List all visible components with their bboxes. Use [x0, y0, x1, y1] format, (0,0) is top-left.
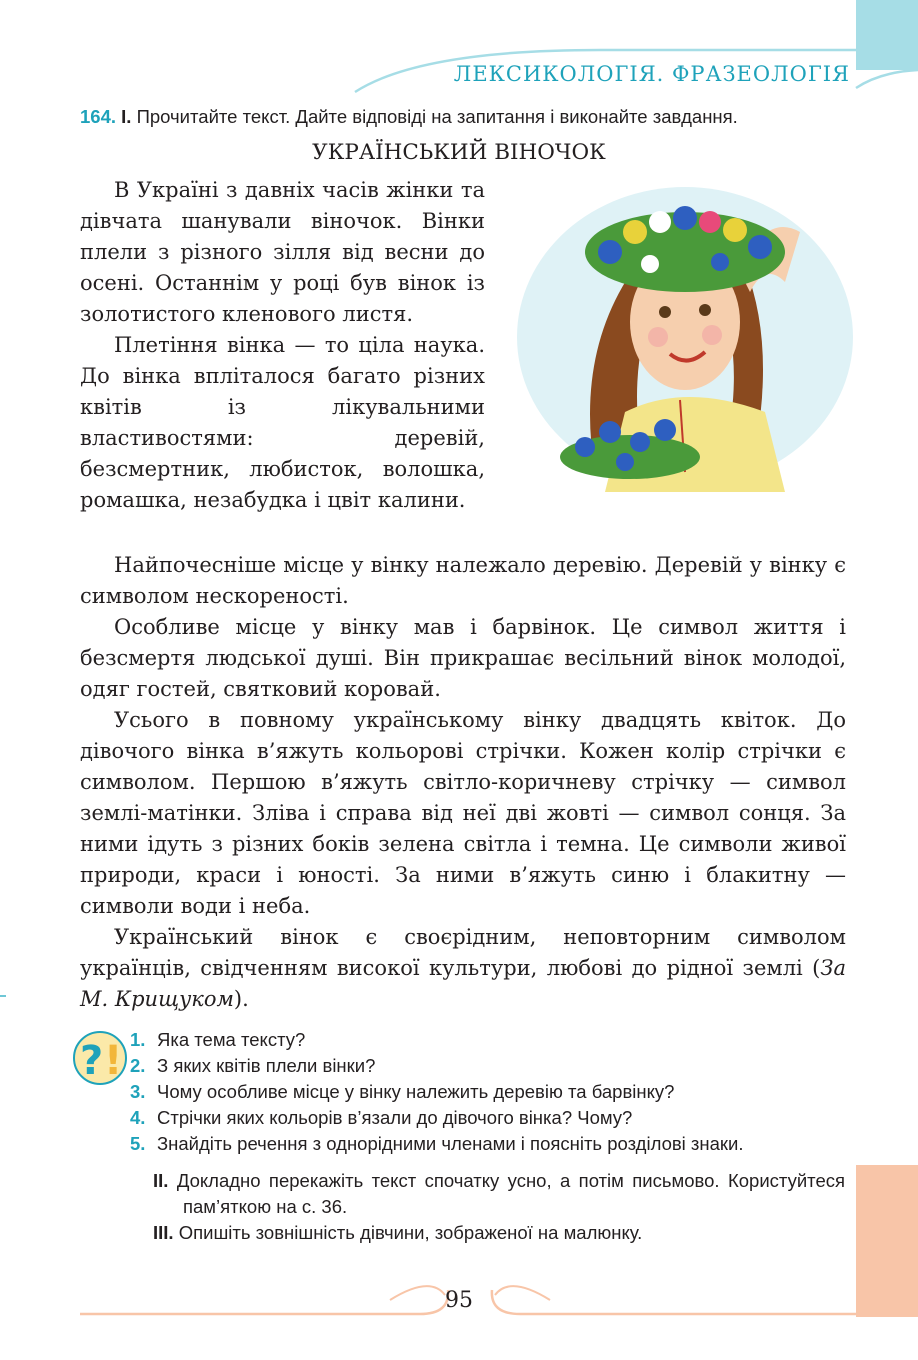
- margin-mark: [0, 995, 6, 997]
- source-author: За М. Крищуком: [80, 956, 846, 1011]
- task-2-number: ІІ.: [153, 1170, 169, 1191]
- question-text: Стрічки яких кольорів в’язали до дівочого вінка? Чому?: [157, 1107, 633, 1128]
- task-3: [153, 1220, 845, 1246]
- task-number: 164.: [80, 106, 117, 127]
- question-item: [130, 1079, 870, 1105]
- text-column-full: [80, 550, 846, 1015]
- text-title: УКРАЇНСЬКИЙ ВІНОЧОК: [312, 140, 606, 165]
- paragraph: Особливе місце у вінку мав і барвінок. Це символ життя і безсмертя людської душі. Він прикрашає весільний вінок молодої, одяг гостей, святковий коровай.: [80, 615, 846, 701]
- question-text: З яких квітів плели вінки?: [157, 1055, 376, 1076]
- paragraph-end: ).: [233, 987, 249, 1011]
- question-item: [130, 1131, 870, 1157]
- question-number: 3.: [130, 1081, 146, 1102]
- svg-text:!: !: [104, 1038, 123, 1084]
- additional-tasks: [153, 1168, 845, 1246]
- question-list: [130, 1027, 870, 1157]
- question-number: 2.: [130, 1055, 146, 1076]
- svg-text:?: ?: [80, 1038, 104, 1084]
- paragraph: Найпочесніше місце у вінку належало деревію. Деревій у вінку є символом нескореності.: [80, 553, 846, 608]
- task-3-number: ІІІ.: [153, 1222, 174, 1243]
- paragraph-last: [80, 922, 846, 1015]
- header-decoration: [0, 0, 918, 110]
- paragraph: Усього в повному українському вінку двадцять квіток. До дівочого вінка в’яжуть кольорові стрічки. Кожен колір стрічки є символом. Першою в’яжуть світло-коричневу стрічку — символ землі-матінки. Зліва і справа від неї дві жовті — символ сонця. За ними ідуть з різних боків зелена світла і темна. Це символи живої природи, краси і юності. За ними в’яжуть синю і блакитну — символи води і неба.: [80, 708, 846, 918]
- page-number: 95: [445, 1288, 473, 1313]
- task-part: І.: [121, 106, 132, 127]
- task-3-text: Опишіть зовнішність дівчини, зображеної на малюнку.: [178, 1222, 643, 1243]
- question-item: [130, 1105, 870, 1131]
- question-text: Знайдіть речення з однорідними членами і поясніть розділові знаки.: [157, 1133, 744, 1154]
- question-item: [130, 1027, 870, 1053]
- question-item: [130, 1053, 870, 1079]
- running-head: ЛЕКСИКОЛОГІЯ. ФРАЗЕОЛОГІЯ: [453, 62, 850, 86]
- task-header: [80, 106, 860, 128]
- paragraph: Плетіння вінка — то ціла наука. До вінка впліталося багато різних квітів із лікувальними властивостями: деревій, безсмертник, любисток, волошка, ромашка, незабудка і цвіт калини.: [80, 333, 485, 512]
- question-exclamation-icon: [72, 1030, 128, 1086]
- question-text: Чому особливе місце у вінку належить деревію та барвінку?: [157, 1081, 675, 1102]
- question-number: 1.: [130, 1029, 146, 1050]
- question-number: 4.: [130, 1107, 146, 1128]
- task-2: [153, 1168, 845, 1220]
- question-text: Яка тема тексту?: [157, 1029, 306, 1050]
- question-number: 5.: [130, 1133, 146, 1154]
- text-column-narrow: [80, 175, 485, 516]
- girl-wreath-illustration: [515, 172, 855, 492]
- task-instruction: Прочитайте текст. Дайте відповіді на запитання і виконайте завдання.: [136, 106, 738, 127]
- paragraph-text: Український вінок є своєрідним, неповторним символом українців, свідченням високої культури, любові до рідної землі (: [80, 925, 846, 980]
- task-2-text: Докладно перекажіть текст спочатку усно, а потім письмово. Користуйтеся пам’яткою на с. 36.: [176, 1170, 845, 1217]
- paragraph: В Україні з давніх часів жінки та дівчата шанували віночок. Вінки плели з різного зілля від весни до осені. Останнім у році був вінок із золотистого кленового листя.: [80, 178, 485, 326]
